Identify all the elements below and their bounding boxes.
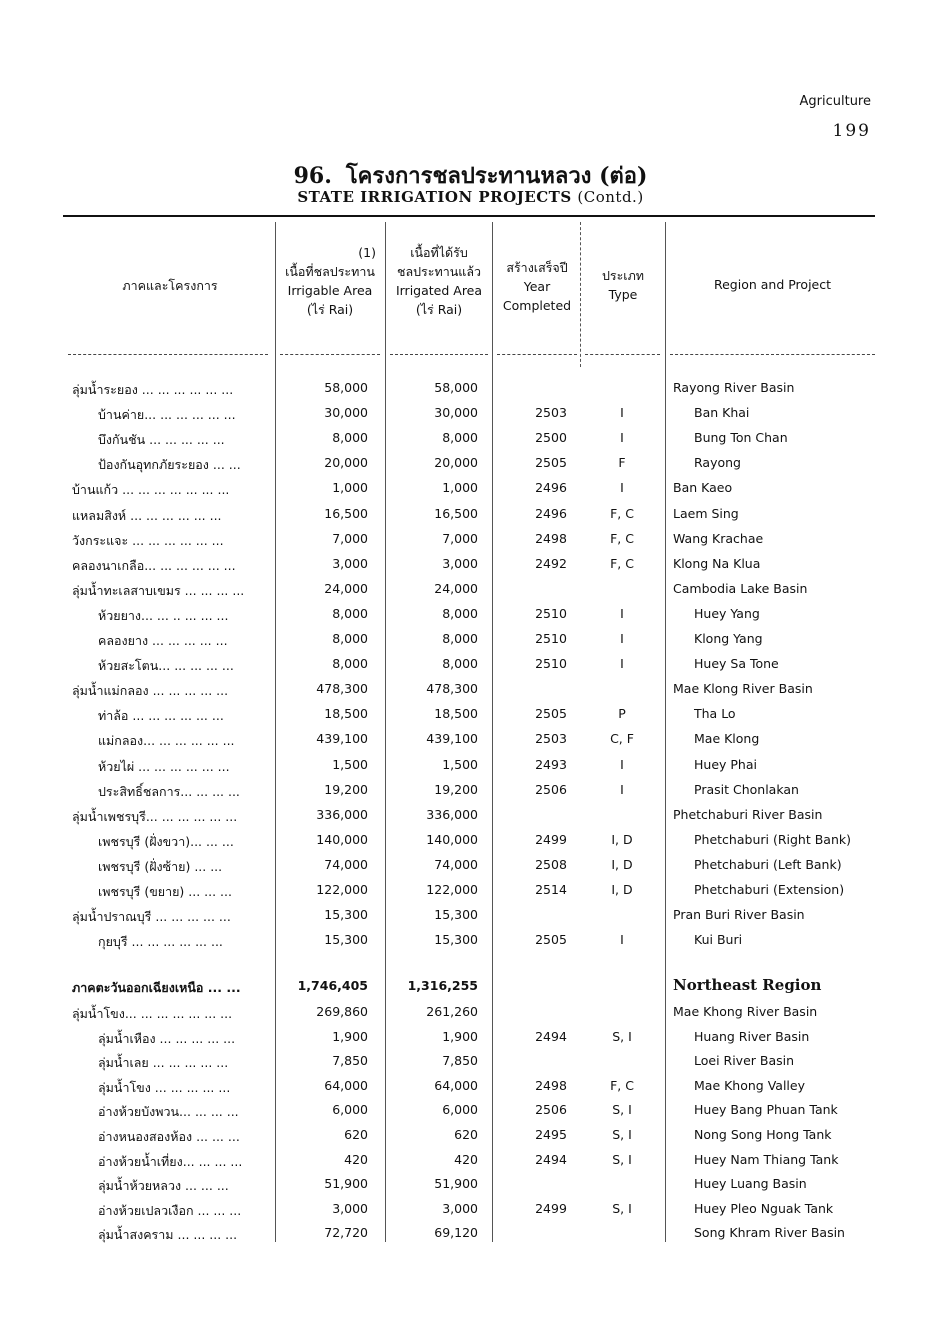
header-rule <box>280 354 380 355</box>
project-type: I <box>620 605 624 621</box>
title-contd: (Contd.) <box>577 188 644 206</box>
year-en2: Completed <box>502 298 572 313</box>
project-name-thai: บ้านค่าย... ... ... ... ... ... <box>98 407 236 423</box>
project-name-thai: อ่างห้วยเปลวเงือก ... ... ... <box>98 1202 242 1218</box>
irrigable-area: 24,000 <box>324 580 368 596</box>
project-name-english: Phetchaburi (Extension) <box>694 882 845 897</box>
year-en1: Year <box>523 279 551 294</box>
table-row <box>0 1222 941 1247</box>
project-type: I, D <box>611 831 633 847</box>
irrigable-area: 72,720 <box>324 1225 368 1241</box>
table-row <box>0 553 941 578</box>
irrigated-area: 7,850 <box>442 1053 478 1069</box>
table-row <box>0 1001 941 1026</box>
table-row <box>0 929 941 954</box>
table-row <box>0 578 941 603</box>
table-row <box>0 678 941 703</box>
table-row <box>0 854 941 879</box>
table-row <box>0 377 941 402</box>
project-name-english: Phetchaburi River Basin <box>673 806 823 822</box>
project-name-thai: ห้วยไผ่ ... ... ... ... ... ... <box>98 758 230 774</box>
project-name-english: Prasit Chonlakan <box>694 781 799 797</box>
table-row <box>0 829 941 854</box>
header-rule <box>497 354 577 355</box>
project-name-thai: เพชรบุรี (ฝั่งซ้าย) ... ... <box>98 858 223 874</box>
irrigable-area: 336,000 <box>316 806 368 822</box>
project-type: I <box>620 656 624 672</box>
table-row <box>0 1099 941 1124</box>
irrigable-area: 58,000 <box>324 380 368 395</box>
irrigated-area: 7,000 <box>442 530 478 546</box>
table-row <box>0 1075 941 1100</box>
year-completed: 2494 <box>535 1028 567 1044</box>
table-row <box>0 1149 941 1174</box>
title-thai-text: โครงการชลประทานหลวง (ต่อ) <box>345 163 648 189</box>
project-name-thai: อ่างหนองสองห้อง ... ... ... <box>98 1129 240 1144</box>
project-name-english: Klong Na Klua <box>673 555 761 571</box>
table-row <box>0 402 941 427</box>
table-title-english <box>0 188 941 206</box>
project-type: S, I <box>612 1151 632 1167</box>
project-name-english: Mae Khong River Basin <box>673 1004 818 1019</box>
irrigable-area: 16,500 <box>324 505 368 521</box>
project-name-thai: ลุ่มน้ำเหือง ... ... ... ... ... <box>98 1030 236 1046</box>
project-type: F, C <box>610 1077 634 1093</box>
project-name-thai: เพชรบุรี (ฝั่งขวา)... ... ... <box>98 833 234 849</box>
running-head: Agriculture <box>799 94 871 109</box>
year-completed: 2505 <box>535 706 567 722</box>
table-row <box>0 603 941 628</box>
irrigable-area: 478,300 <box>316 681 368 697</box>
project-name-english: Huey Pleo Nguak Tank <box>694 1200 834 1216</box>
table-row <box>0 804 941 829</box>
project-name-english: Huey Bang Phuan Tank <box>694 1102 838 1118</box>
year-completed: 2510 <box>535 631 567 646</box>
table-row <box>0 427 941 452</box>
column-divider <box>580 222 581 367</box>
irrigated-area: 620 <box>454 1127 478 1142</box>
year-completed: 2494 <box>535 1151 567 1167</box>
year-completed: 2510 <box>535 605 567 621</box>
irrigated-area: 30,000 <box>434 405 478 421</box>
irrigable-area: 7,850 <box>332 1053 368 1069</box>
irrigated-area: 6,000 <box>442 1102 478 1118</box>
project-name-english: Kui Buri <box>694 932 743 948</box>
irrigable-area: 8,000 <box>332 430 368 446</box>
irrigable-area: 64,000 <box>324 1077 368 1093</box>
project-name-thai: บึงกันชัน ... ... ... ... ... <box>98 432 225 448</box>
irrigated-area: 15,300 <box>434 907 478 923</box>
year-completed: 2496 <box>535 480 567 496</box>
irrigable-area: 3,000 <box>332 555 368 571</box>
project-type: I <box>620 756 624 772</box>
irrigated-area: 8,000 <box>442 631 478 646</box>
table-row <box>0 477 941 502</box>
irrigated-area: 15,300 <box>434 932 478 948</box>
project-name-thai: คลองยาง ... ... ... ... ... <box>98 633 228 648</box>
project-type: I, D <box>611 856 633 872</box>
year-completed: 2492 <box>535 555 567 571</box>
year-completed: 2493 <box>535 756 567 772</box>
project-name-thai: ลุ่มน้ำสงคราม ... ... ... ... <box>98 1227 238 1243</box>
project-type: I <box>620 781 624 797</box>
year-th: สร้างเสร็จปี <box>506 260 568 275</box>
project-name-thai: อ่างห้วยน้ำเที่ยง... ... ... ... <box>98 1153 243 1169</box>
table-row <box>0 1124 941 1149</box>
year-completed: 2510 <box>535 656 567 672</box>
project-name-english: Bung Ton Chan <box>694 430 788 446</box>
irrigable-area: 74,000 <box>324 856 368 872</box>
project-type: I <box>620 932 624 948</box>
project-name-thai: ลุ่มน้ำเพชรบุรี... ... ... ... ... ... <box>72 808 238 824</box>
irrigable-area: 8,000 <box>332 656 368 672</box>
table-row <box>0 1050 941 1075</box>
project-name-thai: ลุ่มน้ำเลย ... ... ... ... ... <box>98 1055 229 1071</box>
project-name-thai: ลุ่มน้ำโขง... ... ... ... ... ... ... <box>72 1006 233 1021</box>
irrigated-area: 1,000 <box>442 480 478 496</box>
irrigated-area: 478,300 <box>426 681 478 697</box>
project-type: S, I <box>612 1200 632 1216</box>
project-name-english: Huang River Basin <box>694 1028 810 1044</box>
project-type: S, I <box>612 1028 632 1044</box>
project-name-thai: ลุ่มน้ำโขง ... ... ... ... ... <box>98 1079 231 1095</box>
project-type: S, I <box>612 1127 632 1142</box>
irrigable-area: 1,900 <box>332 1028 368 1044</box>
page-number: 199 <box>832 121 871 141</box>
project-name-thai: ลุ่มน้ำแม่กลอง ... ... ... ... ... <box>72 683 229 699</box>
irrigable-area: 3,000 <box>332 1200 368 1216</box>
project-name-thai: ห้วยสะโตน... ... ... ... ... <box>98 658 234 674</box>
irrigated-area: 69,120 <box>434 1225 478 1241</box>
irrigated-th1: เนื้อที่ได้รับ <box>410 245 468 260</box>
table-row <box>0 703 941 728</box>
year-completed: 2508 <box>535 856 567 872</box>
irrigated-area: 3,000 <box>442 1200 478 1216</box>
project-name-thai: ป้องกันอุทกภัยระยอง ... ... <box>98 457 241 473</box>
table-row <box>0 452 941 477</box>
header-region-en: Region and Project <box>713 277 832 292</box>
irrigable-area: 18,500 <box>324 706 368 722</box>
irrigable-area: 8,000 <box>332 631 368 646</box>
project-type: F, C <box>610 530 634 546</box>
project-name-english: Cambodia Lake Basin <box>673 580 808 596</box>
table-row <box>0 503 941 528</box>
title-english-text: STATE IRRIGATION PROJECTS <box>297 188 572 206</box>
year-completed: 2506 <box>535 1102 567 1118</box>
project-name-english: Phetchaburi (Left Bank) <box>694 856 842 872</box>
project-type: I <box>620 405 624 421</box>
table-row <box>0 728 941 753</box>
year-completed: 2499 <box>535 831 567 847</box>
header-rule <box>585 354 660 355</box>
header-type <box>582 266 664 304</box>
project-name-english: Pran Buri River Basin <box>673 907 805 923</box>
irrigable-note: (1) <box>358 245 376 260</box>
year-completed: 2498 <box>535 1077 567 1093</box>
irrigable-th: เนื้อที่ชลประทาน <box>285 264 375 279</box>
project-name-english: Wang Krachae <box>673 530 764 546</box>
irrigable-area: 15,300 <box>324 932 368 948</box>
irrigable-area: 620 <box>344 1127 368 1142</box>
irrigable-area: 140,000 <box>316 831 368 847</box>
type-en: Type <box>608 287 638 302</box>
project-name-english: Mae Klong River Basin <box>673 681 813 697</box>
project-name-english: Huey Phai <box>694 756 757 772</box>
irrigable-area: 20,000 <box>324 455 368 471</box>
table-row <box>0 975 941 1000</box>
project-type: F, C <box>610 555 634 571</box>
project-type: F <box>618 455 626 471</box>
irrigated-area: 19,200 <box>434 781 478 797</box>
table-row <box>0 1173 941 1198</box>
irrigable-unit: (ไร่ Rai) <box>306 302 354 317</box>
irrigated-th2: ชลประทานแล้ว <box>396 264 482 279</box>
irrigated-area: 1,316,255 <box>407 978 478 993</box>
irrigable-area: 1,000 <box>332 480 368 496</box>
irrigated-en: Irrigated Area <box>395 283 483 298</box>
irrigable-area: 122,000 <box>316 882 368 897</box>
project-name-thai: อ่างห้วยบังพวน... ... ... ... <box>98 1104 239 1120</box>
irrigable-en: Irrigable Area <box>287 283 373 298</box>
project-name-english: Klong Yang <box>694 631 763 646</box>
header-year <box>494 258 580 315</box>
irrigated-area: 74,000 <box>434 856 478 872</box>
project-name-english: Laem Sing <box>673 505 739 521</box>
header-irrigated <box>386 243 492 319</box>
irrigable-area: 19,200 <box>324 781 368 797</box>
project-name-english: Rayong River Basin <box>673 380 795 395</box>
header-rule <box>670 354 875 355</box>
irrigated-area: 3,000 <box>442 555 478 571</box>
irrigable-area: 1,500 <box>332 756 368 772</box>
header-region-th: ภาคและโครงการ <box>122 278 218 293</box>
table-row <box>0 879 941 904</box>
project-name-english: Huey Luang Basin <box>694 1176 807 1192</box>
project-name-english: Ban Kaeo <box>673 480 733 496</box>
year-completed: 2500 <box>535 430 567 446</box>
project-name-thai: บ้านแก้ว ... ... ... ... ... ... ... <box>72 482 230 498</box>
irrigated-area: 8,000 <box>442 605 478 621</box>
irrigated-area: 18,500 <box>434 706 478 722</box>
year-completed: 2499 <box>535 1200 567 1216</box>
year-completed: 2505 <box>535 932 567 948</box>
project-name-thai: ลุ่มน้ำห้วยหลวง ... ... ... <box>98 1178 229 1194</box>
irrigated-area: 64,000 <box>434 1077 478 1093</box>
irrigated-area: 8,000 <box>442 430 478 446</box>
project-type: I <box>620 430 624 446</box>
irrigable-area: 7,000 <box>332 530 368 546</box>
year-completed: 2505 <box>535 455 567 471</box>
header-rule <box>68 354 268 355</box>
project-name-english: Ban Khai <box>694 405 750 421</box>
irrigated-area: 1,500 <box>442 756 478 772</box>
project-type: F, C <box>610 505 634 521</box>
irrigated-area: 140,000 <box>426 831 478 847</box>
type-th: ประเภท <box>601 268 645 283</box>
project-name-thai: ท่าล้อ ... ... ... ... ... ... <box>98 708 224 724</box>
project-name-thai: แหลมสิงห์ ... ... ... ... ... ... <box>72 507 222 523</box>
year-completed: 2503 <box>535 405 567 421</box>
project-name-thai: ลุ่มน้ำระยอง ... ... ... ... ... ... <box>72 382 234 397</box>
project-type: I <box>620 480 624 496</box>
project-name-thai: วังกระแจะ ... ... ... ... ... ... <box>72 532 224 548</box>
project-name-english: Song Khram River Basin <box>694 1225 845 1241</box>
irrigated-area: 8,000 <box>442 656 478 672</box>
project-name-english: Mae Klong <box>694 731 760 747</box>
irrigable-area: 1,746,405 <box>297 978 368 993</box>
table-row <box>0 754 941 779</box>
header-irrigable <box>276 243 384 319</box>
project-name-thai: เพชรบุรี (ขยาย) ... ... ... <box>98 884 232 899</box>
project-name-thai: ลุ่มน้ำปราณบุรี ... ... ... ... ... <box>72 909 231 925</box>
irrigated-area: 24,000 <box>434 580 478 596</box>
project-name-english: Nong Song Hong Tank <box>694 1127 832 1142</box>
project-name-thai: แม่กลอง... ... ... ... ... ... <box>98 733 235 749</box>
project-name-english: Huey Sa Tone <box>694 656 779 672</box>
project-name-thai: คลองนาเกลือ... ... ... ... ... ... <box>72 557 236 573</box>
year-completed: 2496 <box>535 505 567 521</box>
table-row <box>0 1198 941 1223</box>
project-name-english: Phetchaburi (Right Bank) <box>694 831 851 847</box>
project-type: C, F <box>610 731 634 747</box>
project-name-english: Tha Lo <box>694 706 736 722</box>
irrigated-area: 122,000 <box>426 882 478 897</box>
year-completed: 2498 <box>535 530 567 546</box>
year-completed: 2503 <box>535 731 567 747</box>
project-type: P <box>618 706 626 722</box>
irrigable-area: 439,100 <box>316 731 368 747</box>
irrigated-area: 1,900 <box>442 1028 478 1044</box>
irrigable-area: 51,900 <box>324 1176 368 1192</box>
project-name-english: Rayong <box>694 455 741 471</box>
project-name-english: Loei River Basin <box>694 1053 795 1069</box>
irrigable-area: 8,000 <box>332 605 368 621</box>
header-rule <box>390 354 488 355</box>
table-row <box>0 528 941 553</box>
table-row <box>0 779 941 804</box>
project-name-thai: ประสิทธิ์ชลการ... ... ... ... <box>98 783 240 799</box>
year-completed: 2495 <box>535 1127 567 1142</box>
year-completed: 2506 <box>535 781 567 797</box>
irrigated-area: 16,500 <box>434 505 478 521</box>
project-type: S, I <box>612 1102 632 1118</box>
irrigated-area: 420 <box>454 1151 478 1167</box>
irrigated-area: 51,900 <box>434 1176 478 1192</box>
project-type: I <box>620 631 624 646</box>
project-type: I, D <box>611 882 633 897</box>
project-name-english: Northeast Region <box>673 976 822 994</box>
project-name-thai: ภาคตะวันออกเฉียงเหนือ ... ... <box>72 980 241 995</box>
top-rule <box>63 215 875 217</box>
table-number: 96. <box>293 163 332 189</box>
irrigated-area: 261,260 <box>426 1004 478 1019</box>
irrigable-area: 420 <box>344 1151 368 1167</box>
table-row <box>0 1026 941 1051</box>
project-name-english: Huey Yang <box>694 605 760 621</box>
project-name-thai: ห้วยยาง... ... .. ... ... ... <box>98 607 229 623</box>
table-row <box>0 904 941 929</box>
project-name-english: Mae Khong Valley <box>694 1077 805 1093</box>
irrigated-area: 439,100 <box>426 731 478 747</box>
irrigable-area: 30,000 <box>324 405 368 421</box>
irrigable-area: 269,860 <box>316 1004 368 1019</box>
project-name-thai: ลุ่มน้ำทะเลสาบเขมร ... ... ... ... <box>72 582 245 598</box>
project-name-thai: กุยบุรี ... ... ... ... ... ... <box>98 934 223 950</box>
irrigable-area: 6,000 <box>332 1102 368 1118</box>
irrigable-area: 15,300 <box>324 907 368 923</box>
project-name-english: Huey Nam Thiang Tank <box>694 1151 839 1167</box>
table-row <box>0 628 941 653</box>
irrigated-unit: (ไร่ Rai) <box>415 302 463 317</box>
table-row <box>0 653 941 678</box>
year-completed: 2514 <box>535 882 567 897</box>
irrigated-area: 58,000 <box>434 380 478 395</box>
irrigated-area: 20,000 <box>434 455 478 471</box>
irrigated-area: 336,000 <box>426 806 478 822</box>
